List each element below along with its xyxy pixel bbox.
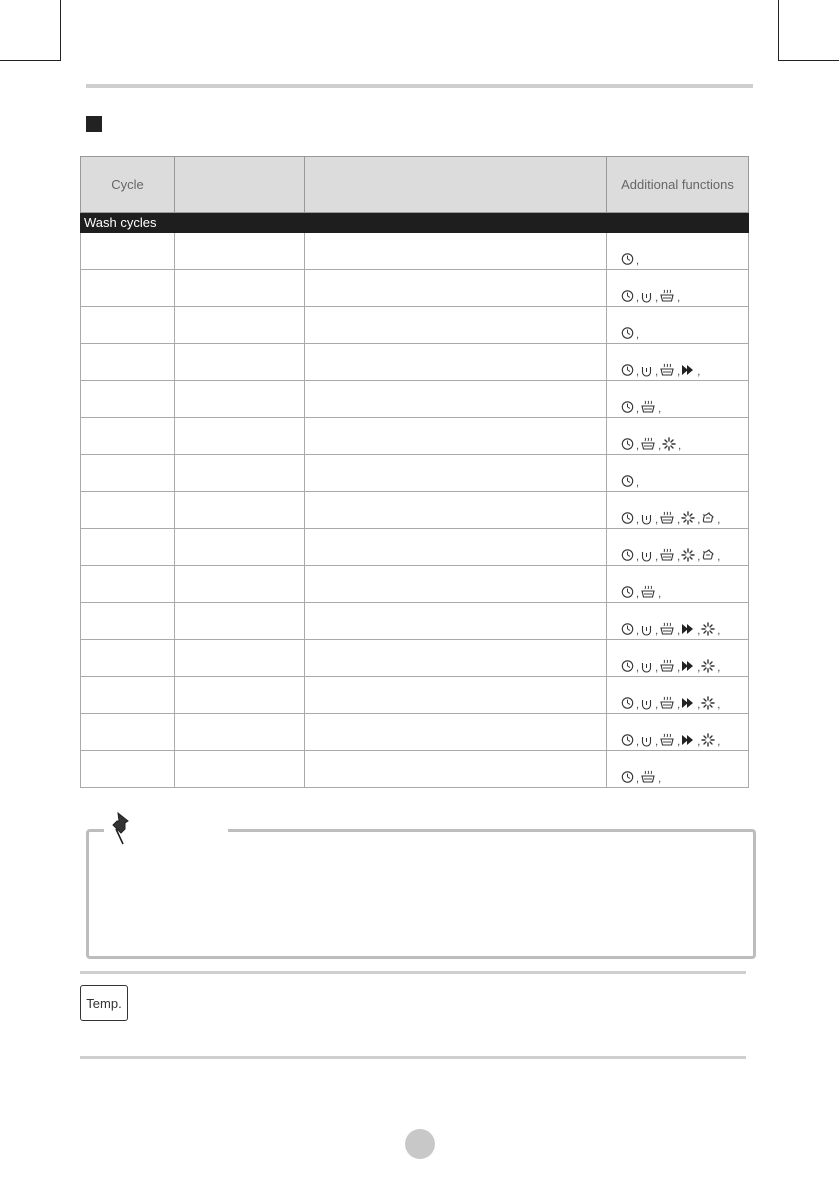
additional-functions-cell xyxy=(607,603,749,640)
spin-icon xyxy=(640,548,653,562)
separator: , xyxy=(636,551,640,563)
speed-icon xyxy=(681,363,695,377)
separator: , xyxy=(658,403,662,415)
temperature-icon xyxy=(659,289,675,303)
timer-icon xyxy=(621,363,634,377)
speed-icon xyxy=(681,622,695,636)
table-cell xyxy=(305,381,607,418)
table-cell xyxy=(175,529,305,566)
table-cell xyxy=(81,714,175,751)
table-cell xyxy=(81,603,175,640)
separator: , xyxy=(636,329,640,341)
speed-icon xyxy=(681,696,695,710)
spin-icon xyxy=(640,289,653,303)
additional-functions-cell xyxy=(607,381,749,418)
table-cell xyxy=(81,233,175,270)
crop-mark-top-left xyxy=(0,0,61,61)
additional-functions-cell xyxy=(607,677,749,714)
separator: , xyxy=(655,366,659,378)
separator: , xyxy=(636,403,640,415)
table-cell xyxy=(81,529,175,566)
separator: , xyxy=(717,662,721,674)
table-row xyxy=(81,603,749,640)
table-cell xyxy=(305,492,607,529)
separator: , xyxy=(636,699,640,711)
table-cell xyxy=(81,566,175,603)
separator: , xyxy=(697,699,701,711)
table-cell xyxy=(305,751,607,788)
table-cell xyxy=(175,381,305,418)
temperature-icon xyxy=(659,548,675,562)
separator: , xyxy=(677,736,681,748)
separator: , xyxy=(636,477,640,489)
header-col2 xyxy=(175,157,305,213)
separator: , xyxy=(655,662,659,674)
separator: , xyxy=(677,699,681,711)
steam-icon xyxy=(701,548,715,562)
extra-rinse-icon xyxy=(701,659,715,673)
separator: , xyxy=(678,440,682,452)
table-row xyxy=(81,307,749,344)
additional-functions-cell xyxy=(607,714,749,751)
temperature-icon xyxy=(640,437,656,451)
table-cell xyxy=(305,455,607,492)
table-cell xyxy=(305,233,607,270)
temperature-icon xyxy=(659,363,675,377)
table-cell xyxy=(305,566,607,603)
extra-rinse-icon xyxy=(701,622,715,636)
table-cell xyxy=(175,270,305,307)
timer-icon xyxy=(621,289,634,303)
timer-icon xyxy=(621,437,634,451)
separator: , xyxy=(697,551,701,563)
temperature-icon xyxy=(659,622,675,636)
separator: , xyxy=(658,588,662,600)
note-box xyxy=(86,829,756,959)
pushpin-icon xyxy=(106,810,136,848)
separator: , xyxy=(717,625,721,637)
separator: , xyxy=(677,366,681,378)
table-cell xyxy=(175,418,305,455)
temperature-icon xyxy=(659,733,675,747)
table-cell xyxy=(305,344,607,381)
separator: , xyxy=(655,551,659,563)
additional-functions-cell xyxy=(607,344,749,381)
additional-functions-cell xyxy=(607,566,749,603)
separator: , xyxy=(636,366,640,378)
table-cell xyxy=(175,751,305,788)
table-cell xyxy=(305,270,607,307)
temperature-icon xyxy=(659,511,675,525)
table-cell xyxy=(81,307,175,344)
table-cell xyxy=(81,381,175,418)
separator: , xyxy=(658,440,662,452)
section-label: Wash cycles xyxy=(81,213,749,233)
additional-functions-cell xyxy=(607,640,749,677)
table-cell xyxy=(175,233,305,270)
table-cell xyxy=(305,677,607,714)
separator: , xyxy=(658,773,662,785)
timer-icon xyxy=(621,252,634,266)
header-rule xyxy=(86,84,753,88)
spin-icon xyxy=(640,511,653,525)
section-row xyxy=(81,213,749,233)
timer-icon xyxy=(621,548,634,562)
spin-icon xyxy=(640,622,653,636)
table-cell xyxy=(175,640,305,677)
table-row xyxy=(81,529,749,566)
table-row xyxy=(81,640,749,677)
separator: , xyxy=(677,551,681,563)
table-cell xyxy=(81,640,175,677)
separator: , xyxy=(636,662,640,674)
cycle-table xyxy=(80,156,749,788)
table-row xyxy=(81,566,749,603)
separator: , xyxy=(636,514,640,526)
separator: , xyxy=(717,514,721,526)
separator: , xyxy=(677,625,681,637)
temp-rule-top xyxy=(80,971,746,974)
extra-rinse-icon xyxy=(701,696,715,710)
spin-icon xyxy=(640,696,653,710)
separator: , xyxy=(717,699,721,711)
separator: , xyxy=(636,292,640,304)
separator: , xyxy=(697,366,701,378)
extra-rinse-icon xyxy=(681,511,695,525)
additional-functions-cell xyxy=(607,418,749,455)
temperature-icon xyxy=(640,770,656,784)
table-row xyxy=(81,418,749,455)
table-cell xyxy=(81,344,175,381)
separator: , xyxy=(655,699,659,711)
separator: , xyxy=(697,514,701,526)
table-cell xyxy=(175,566,305,603)
table-cell xyxy=(305,418,607,455)
timer-icon xyxy=(621,326,634,340)
table-row xyxy=(81,233,749,270)
separator: , xyxy=(697,736,701,748)
header-additional-functions: Additional functions xyxy=(607,157,749,213)
table-cell xyxy=(305,714,607,751)
separator: , xyxy=(636,625,640,637)
timer-icon xyxy=(621,733,634,747)
timer-icon xyxy=(621,400,634,414)
table-cell xyxy=(81,270,175,307)
table-cell xyxy=(175,677,305,714)
crop-mark-top-right xyxy=(778,0,839,61)
table-row xyxy=(81,492,749,529)
additional-functions-cell xyxy=(607,529,749,566)
table-cell xyxy=(81,418,175,455)
table-cell xyxy=(175,344,305,381)
spin-icon xyxy=(640,733,653,747)
extra-rinse-icon xyxy=(701,733,715,747)
separator: , xyxy=(636,773,640,785)
table-cell xyxy=(305,307,607,344)
timer-icon xyxy=(621,585,634,599)
speed-icon xyxy=(681,659,695,673)
table-cell xyxy=(81,677,175,714)
temp-label: Temp. xyxy=(80,985,128,1021)
table-row xyxy=(81,677,749,714)
table-row xyxy=(81,344,749,381)
header-col3 xyxy=(305,157,607,213)
separator: , xyxy=(677,292,681,304)
extra-rinse-icon xyxy=(681,548,695,562)
separator: , xyxy=(636,255,640,267)
table-cell xyxy=(175,492,305,529)
timer-icon xyxy=(621,696,634,710)
section-bullet xyxy=(86,116,102,132)
spin-icon xyxy=(640,659,653,673)
additional-functions-cell xyxy=(607,270,749,307)
separator: , xyxy=(655,292,659,304)
table-cell xyxy=(81,492,175,529)
table-cell xyxy=(175,603,305,640)
separator: , xyxy=(636,736,640,748)
table-row xyxy=(81,751,749,788)
temperature-icon xyxy=(659,696,675,710)
additional-functions-cell xyxy=(607,751,749,788)
separator: , xyxy=(717,551,721,563)
table-cell xyxy=(175,307,305,344)
separator: , xyxy=(655,625,659,637)
timer-icon xyxy=(621,511,634,525)
separator: , xyxy=(655,736,659,748)
header-cycle: Cycle xyxy=(81,157,175,213)
table-cell xyxy=(175,455,305,492)
table-cell xyxy=(175,714,305,751)
separator: , xyxy=(677,514,681,526)
temperature-icon xyxy=(659,659,675,673)
separator: , xyxy=(697,662,701,674)
table-row xyxy=(81,270,749,307)
table-header-row xyxy=(81,157,749,213)
table-cell xyxy=(81,455,175,492)
spin-icon xyxy=(640,363,653,377)
separator: , xyxy=(636,588,640,600)
timer-icon xyxy=(621,622,634,636)
temp-rule-bottom xyxy=(80,1056,746,1059)
additional-functions-cell xyxy=(607,492,749,529)
additional-functions-cell xyxy=(607,455,749,492)
timer-icon xyxy=(621,659,634,673)
separator: , xyxy=(677,662,681,674)
timer-icon xyxy=(621,770,634,784)
separator: , xyxy=(636,440,640,452)
steam-icon xyxy=(701,511,715,525)
separator: , xyxy=(697,625,701,637)
extra-rinse-icon xyxy=(662,437,676,451)
table-row xyxy=(81,455,749,492)
table-cell xyxy=(305,640,607,677)
table-cell xyxy=(305,529,607,566)
additional-functions-cell xyxy=(607,307,749,344)
timer-icon xyxy=(621,474,634,488)
table-row xyxy=(81,714,749,751)
page-number-badge xyxy=(405,1129,435,1159)
separator: , xyxy=(655,514,659,526)
temperature-icon xyxy=(640,400,656,414)
temperature-icon xyxy=(640,585,656,599)
table-row xyxy=(81,381,749,418)
additional-functions-cell xyxy=(607,233,749,270)
table-cell xyxy=(81,751,175,788)
separator: , xyxy=(717,736,721,748)
table-cell xyxy=(305,603,607,640)
speed-icon xyxy=(681,733,695,747)
